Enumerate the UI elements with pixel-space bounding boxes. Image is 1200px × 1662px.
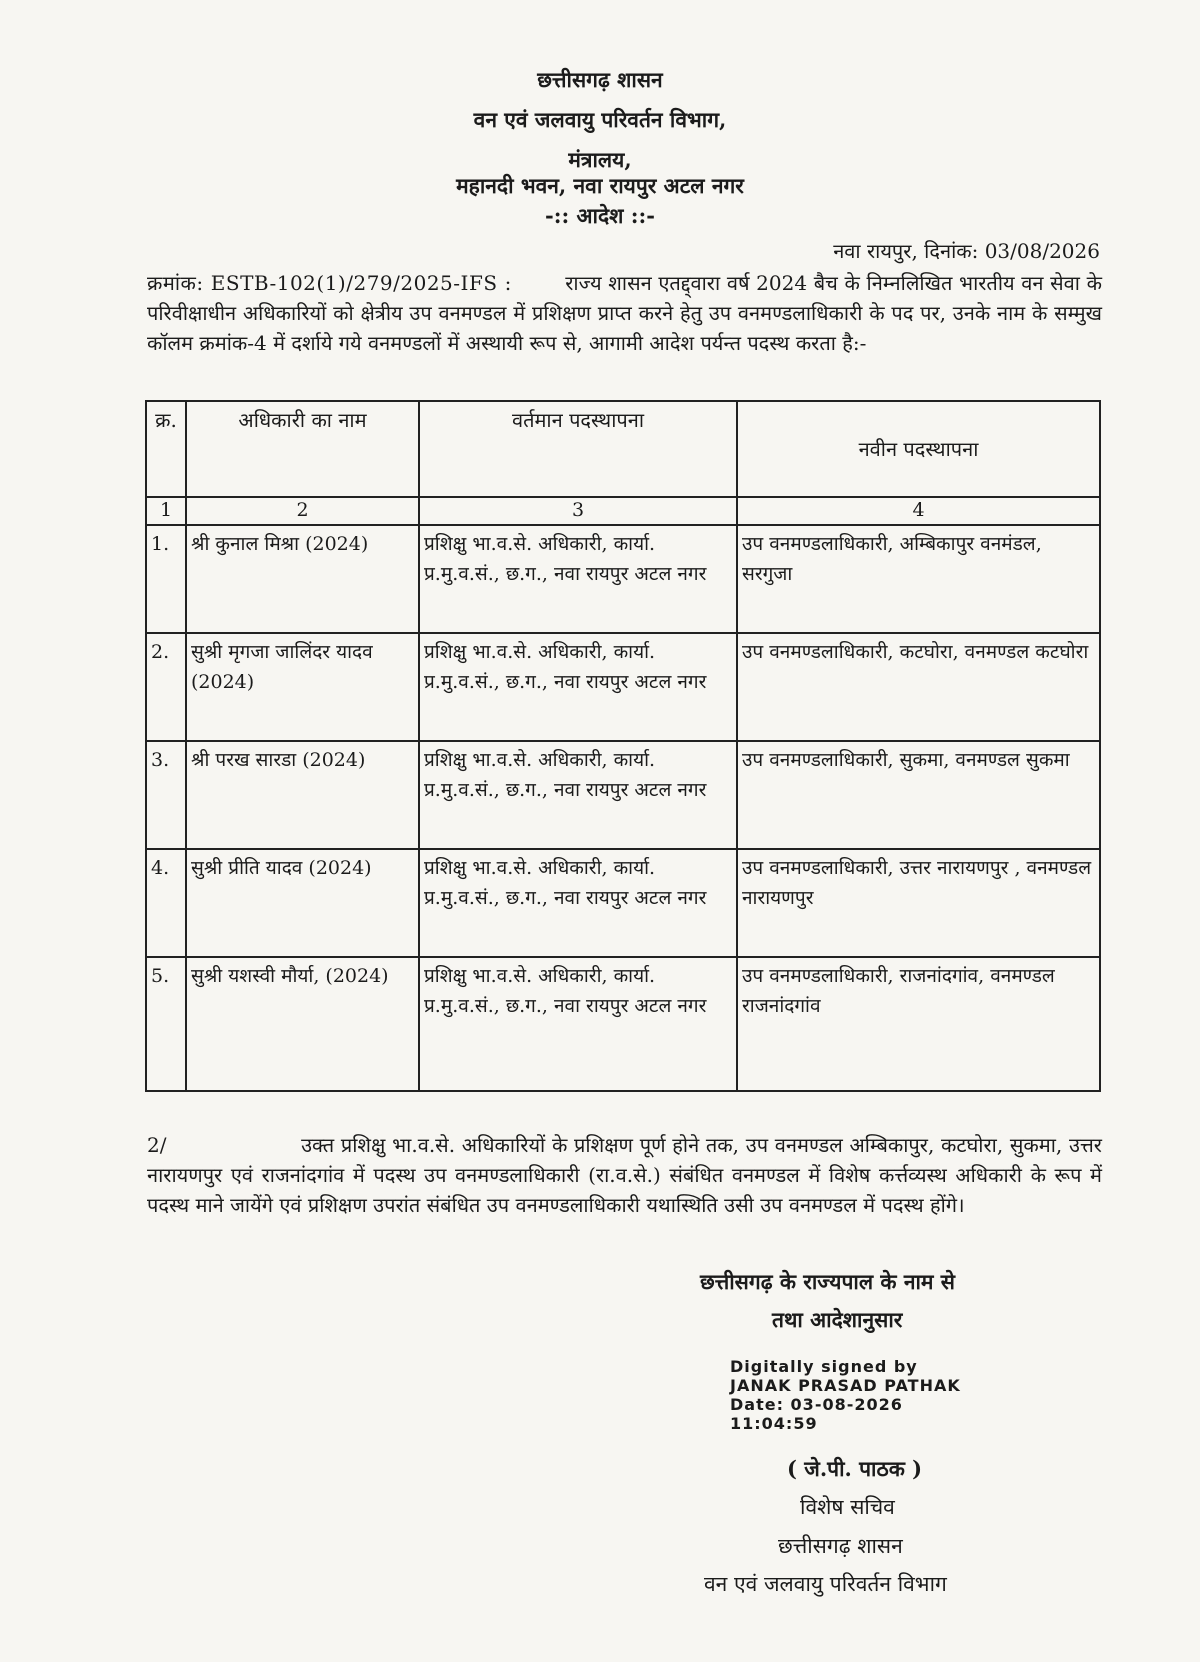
col-number: 2 [186, 497, 419, 525]
row-new-posting: उप वनमण्डलाधिकारी, राजनांदगांव, वनमण्डल राजनांदगांव [737, 957, 1100, 1091]
header-government: छत्तीसगढ़ शासन [537, 67, 663, 92]
posting-table [145, 400, 1101, 1092]
row-new-posting: उप वनमण्डलाधिकारी, अम्बिकापुर वनमंडल, सरगुजा [737, 525, 1100, 633]
dsig-line: Digitally signed by [730, 1357, 918, 1376]
authority-line: छत्तीसगढ़ के राज्यपाल के नाम से [700, 1269, 955, 1294]
col-header-name: अधिकारी का नाम [186, 401, 419, 497]
dsig-signer: JANAK PRASAD PATHAK [730, 1376, 961, 1395]
row-current-posting: प्रशिक्षु भा.व.से. अधिकारी, कार्या. प्र.मु.व.सं., छ.ग., नवा रायपुर अटल नगर [419, 633, 737, 741]
signatory-name: ( जे.पी. पाठक ) [787, 1456, 923, 1481]
dsig-date: Date: 03-08-2026 [730, 1395, 903, 1414]
authority-line: तथा आदेशानुसार [772, 1307, 903, 1332]
paragraph-text: उक्त प्रशिक्षु भा.व.से. अधिकारियों के प्रशिक्षण पूर्ण होने तक, उप वनमण्डल अम्बिकापुर, कटघोरा, सुकमा, उत्तर नारायणपुर एवं राजनांदगांव में पदस्थ उप वनमण्डलाधिकारी (रा.व.से.) संबंधित वनमण्डल में विशेष कर्त्तव्यस्थ अधिकारी के रूप में पदस्थ माने जायेंगे एवं प्रशिक्षण उपरांत संबंधित उप वनमण्डलाधिकारी यथास्थिति उसी उप वनमण्डल में पदस्थ होंगे। [147, 1133, 1102, 1217]
col-number: 3 [419, 497, 737, 525]
table-header-row [146, 401, 1100, 497]
col-header-new-posting: नवीन पदस्थापना [737, 401, 1100, 497]
signatory-government: छत्तीसगढ़ शासन [778, 1534, 903, 1558]
second-paragraph [147, 1130, 1102, 1220]
header-address: महानदी भवन, नवा रायपुर अटल नगर [456, 173, 744, 198]
paragraph-number: 2/ [147, 1133, 167, 1157]
column-number-row [146, 497, 1100, 525]
row-new-posting: उप वनमण्डलाधिकारी, उत्तर नारायणपुर , वनमण्डल नारायणपुर [737, 849, 1100, 957]
order-date: नवा रायपुर, दिनांक: 03/08/2026 [833, 239, 1100, 263]
table-row [146, 741, 1100, 849]
row-officer-name: सुश्री मृगजा जालिंदर यादव (2024) [186, 633, 419, 741]
table-row [146, 849, 1100, 957]
col-header-sno: क्र. [146, 401, 186, 497]
row-new-posting: उप वनमण्डलाधिकारी, कटघोरा, वनमण्डल कटघोरा [737, 633, 1100, 741]
row-sno: 5. [146, 957, 186, 1091]
row-current-posting: प्रशिक्षु भा.व.से. अधिकारी, कार्या. प्र.मु.व.सं., छ.ग., नवा रायपुर अटल नगर [419, 849, 737, 957]
row-sno: 1. [146, 525, 186, 633]
row-sno: 3. [146, 741, 186, 849]
signatory-designation: विशेष सचिव [800, 1495, 895, 1519]
col-number: 1 [146, 497, 186, 525]
row-new-posting: उप वनमण्डलाधिकारी, सुकमा, वनमण्डल सुकमा [737, 741, 1100, 849]
table-row [146, 957, 1100, 1091]
row-current-posting: प्रशिक्षु भा.व.से. अधिकारी, कार्या. प्र.मु.व.सं., छ.ग., नवा रायपुर अटल नगर [419, 525, 737, 633]
order-title: -:: आदेश ::- [545, 203, 655, 228]
header-ministry: मंत्रालय, [568, 147, 632, 172]
reference-number: क्रमांक: ESTB-102(1)/279/2025-IFS : [147, 271, 512, 295]
row-sno: 4. [146, 849, 186, 957]
row-officer-name: श्री कुनाल मिश्रा (2024) [186, 525, 419, 633]
digital-signature-stamp [730, 1357, 961, 1433]
row-officer-name: सुश्री यशस्वी मौर्या, (2024) [186, 957, 419, 1091]
row-current-posting: प्रशिक्षु भा.व.से. अधिकारी, कार्या. प्र.मु.व.सं., छ.ग., नवा रायपुर अटल नगर [419, 741, 737, 849]
row-officer-name: सुश्री प्रीति यादव (2024) [186, 849, 419, 957]
row-sno: 2. [146, 633, 186, 741]
intro-text: राज्य शासन एतद्द्वारा वर्ष 2024 बैच के निम्नलिखित भारतीय वन सेवा के परिवीक्षाधीन अधिकारियों को क्षेत्रीय उप वनमण्डल में प्रशिक्षण प्राप्त करने हेतु उप वनमण्डलाधिकारी के पद पर, उनके नाम के सम्मुख कॉलम क्रमांक-4 में दर्शाये गये वनमण्डलों में अस्थायी रूप से, आगामी आदेश पर्यन्त पदस्थ करता है:- [147, 271, 1102, 355]
table-row [146, 633, 1100, 741]
row-officer-name: श्री परख सारडा (2024) [186, 741, 419, 849]
col-number: 4 [737, 497, 1100, 525]
signatory-department: वन एवं जलवायु परिवर्तन विभाग [704, 1572, 947, 1596]
col-header-current-posting: वर्तमान पदस्थापना [419, 401, 737, 497]
row-current-posting: प्रशिक्षु भा.व.से. अधिकारी, कार्या. प्र.मु.व.सं., छ.ग., नवा रायपुर अटल नगर [419, 957, 737, 1091]
dsig-time: 11:04:59 [730, 1414, 818, 1433]
intro-paragraph [147, 268, 1102, 358]
header-department: वन एवं जलवायु परिवर्तन विभाग, [473, 107, 727, 132]
table-row [146, 525, 1100, 633]
